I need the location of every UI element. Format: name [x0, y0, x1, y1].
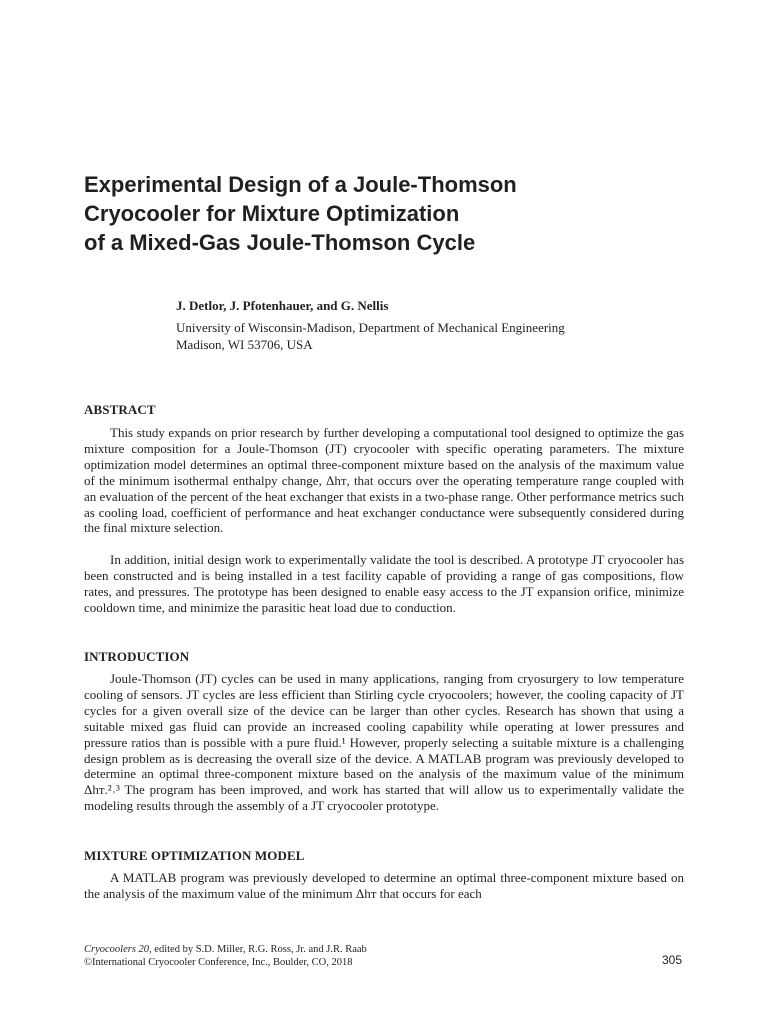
title-line: Experimental Design of a Joule-Thomson [84, 172, 517, 197]
introduction-heading: INTRODUCTION [84, 649, 190, 664]
abstract-heading: ABSTRACT [84, 402, 156, 417]
introduction-paragraph: Joule-Thomson (JT) cycles can be used in many applications, ranging from cryosurgery to low temperature cooling of sensors. JT cycles are less efficient than Stirling cycle cryocoolers; however, the cooling capacity of JT cycles for a given overall size of the device can be larger than other cycles. Research has shown that using a suitable mixed gas fluid can provide an increased cooling capability while operating at lower pressures and pressure ratios than is possible with a pure fluid.¹ However, properly selecting a suitable mixture is a challenging design problem as is decreasing the overall size of the device. A MATLAB program was previously developed to determine an optimal three-component mixture based on the analysis of the maximum value of the minimum Δhᴛ.²˒³ The program has been improved, and work has started that will allow us to experimentally validate the modeling results through the assembly of a JT cryocooler prototype. [84, 671, 684, 814]
title-line: Cryocooler for Mixture Optimization [84, 201, 460, 226]
mixture-model-heading: MIXTURE OPTIMIZATION MODEL [84, 848, 305, 863]
copyright-line: ©International Cryocooler Conference, Inc., Boulder, CO, 2018 [84, 956, 353, 968]
mixture-model-paragraph: A MATLAB program was previously developed to determine an optimal three-component mixture based on the analysis of the maximum value of the minimum Δhᴛ that occurs for each [84, 870, 684, 901]
author-list: J. Detlor, J. Pfotenhauer, and G. Nellis [176, 298, 389, 313]
abstract-paragraph: In addition, initial design work to experimentally validate the tool is described. A prototype JT cryocooler has been constructed and is being installed in a test facility capable of providing a range of gas compositions, flow rates, and pressures. The prototype has been designed to enable easy access to the JT expansion orifice, minimize cooldown time, and minimize the parasitic heat load due to conduction. [84, 552, 684, 615]
title-line: of a Mixed-Gas Joule-Thomson Cycle [84, 230, 476, 255]
citation-book: Cryocoolers 20, [84, 944, 152, 955]
citation-footer [84, 944, 367, 969]
affiliation: University of Wisconsin-Madison, Department of Mechanical Engineering [176, 320, 565, 335]
citation-line [84, 944, 367, 957]
abstract-paragraph: This study expands on prior research by further developing a computational tool designed to optimize the gas mixture composition for a Joule-Thomson (JT) cryocooler with specific operating parameters. The mixture optimization model determines an optimal three-component mixture based on the analysis of the maximum value of the minimum isothermal enthalpy change, Δhᴛ, that occurs over the operating temperature range coupled with an evaluation of the percent of the heat exchanger that exists in a two-phase range. Other performance metrics such as cooling load, coefficient of performance and heat exchanger conductance were subsequently considered during the final mixture selection. [84, 425, 684, 536]
citation-editors: edited by S.D. Miller, R.G. Ross, Jr. and J.R. Raab [151, 944, 367, 955]
affiliation-address: Madison, WI 53706, USA [176, 337, 313, 352]
paper-title [84, 170, 704, 257]
page-number: 305 [662, 953, 683, 967]
